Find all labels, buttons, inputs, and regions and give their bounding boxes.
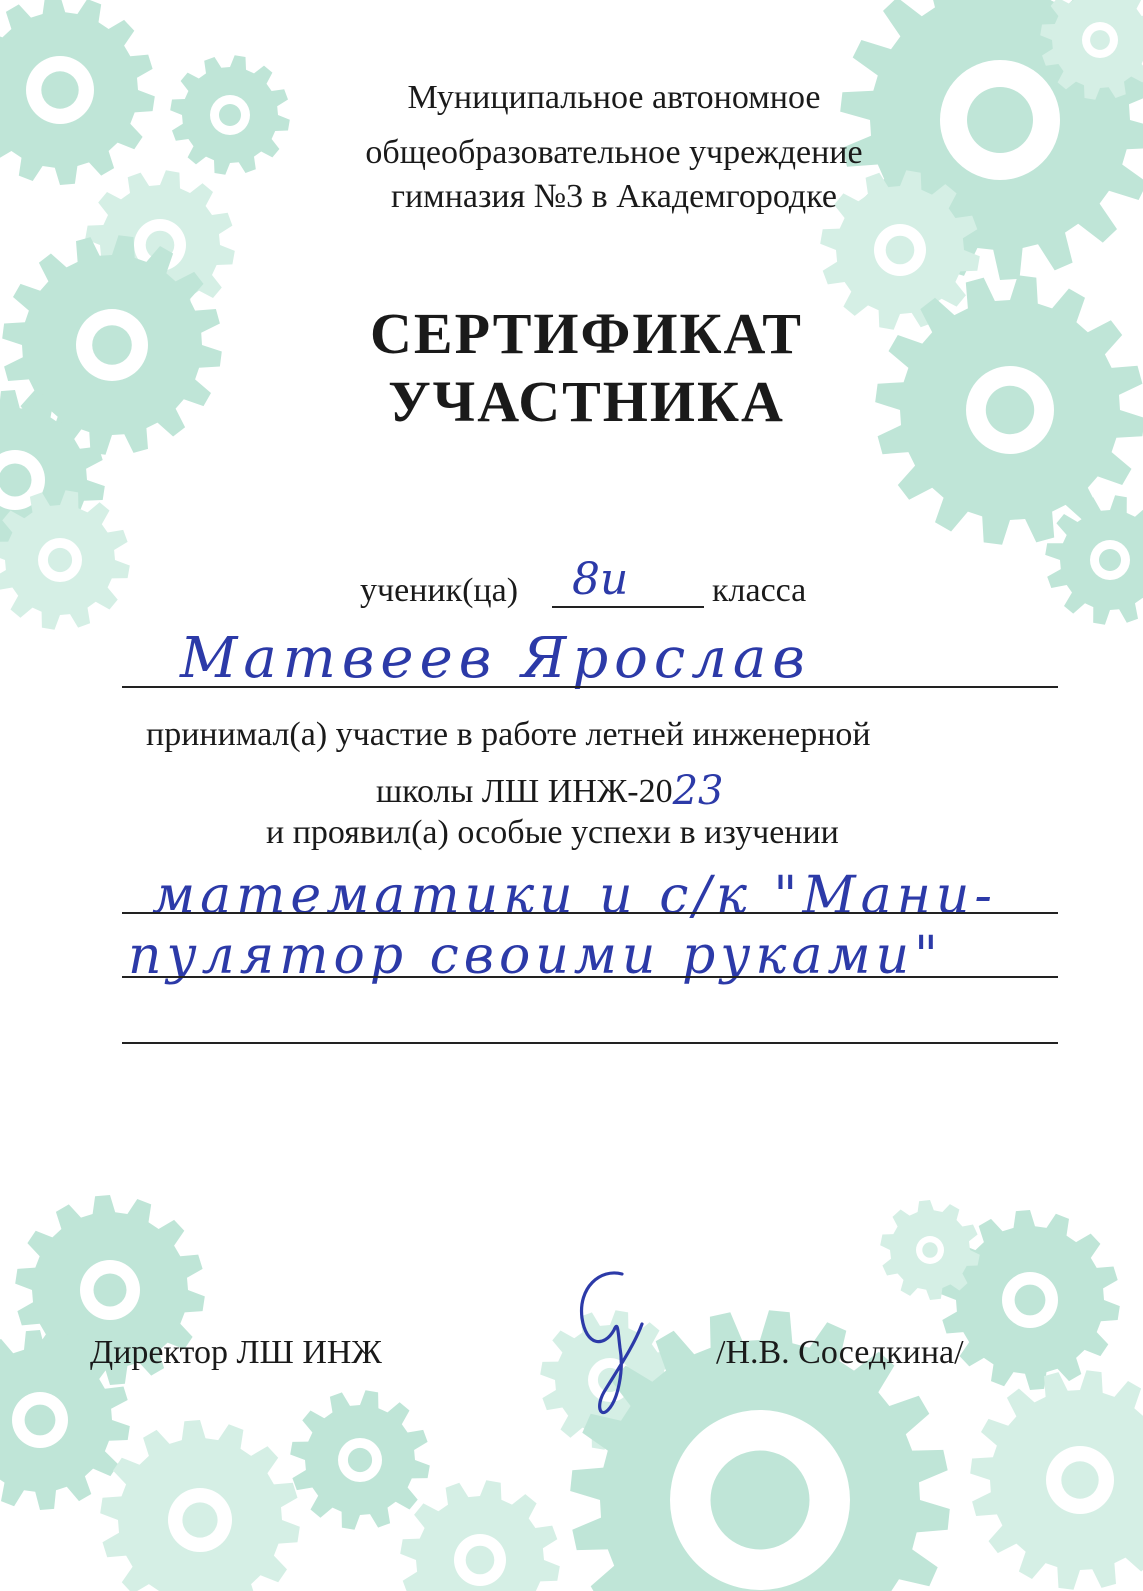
grade-line — [552, 606, 704, 608]
certificate-title: СЕРТИФИКАТ — [370, 301, 803, 366]
subjects-line-2-handwritten: пулятор своими руками" — [128, 926, 943, 986]
student-suffix: класса — [712, 572, 807, 609]
name-line — [122, 686, 1058, 688]
director-name: /Н.В. Соседкина/ — [716, 1334, 964, 1371]
subjects-line-1 — [122, 912, 1058, 914]
subjects-line-3 — [122, 1042, 1058, 1044]
grade-handwritten: 8и — [572, 554, 629, 605]
participation-line-2 — [376, 766, 724, 812]
institution-line-3: гимназия №3 в Академгородке — [391, 178, 837, 215]
student-name-handwritten: Матвеев Ярослав — [180, 626, 811, 691]
participation-line-1: принимал(а) участие в работе летней инженерной — [146, 716, 871, 753]
subjects-line-1-handwritten: математики и с/к "Мани- — [152, 866, 997, 926]
school-name: школы ЛШ ИНЖ-20 — [376, 773, 673, 810]
certificate-subtitle: УЧАСТНИКА — [388, 369, 785, 434]
institution-line-2: общеобразовательное учреждение — [365, 134, 863, 171]
subjects-line-2 — [122, 976, 1058, 978]
institution-line-1: Муниципальное автономное — [407, 79, 821, 116]
year-handwritten: 23 — [672, 768, 724, 814]
participation-line-3: и проявил(а) особые успехи в изучении — [266, 814, 839, 851]
director-role: Директор ЛШ ИНЖ — [90, 1334, 382, 1371]
student-prefix: ученик(ца) — [360, 572, 519, 609]
signature-mark — [560, 1260, 670, 1430]
